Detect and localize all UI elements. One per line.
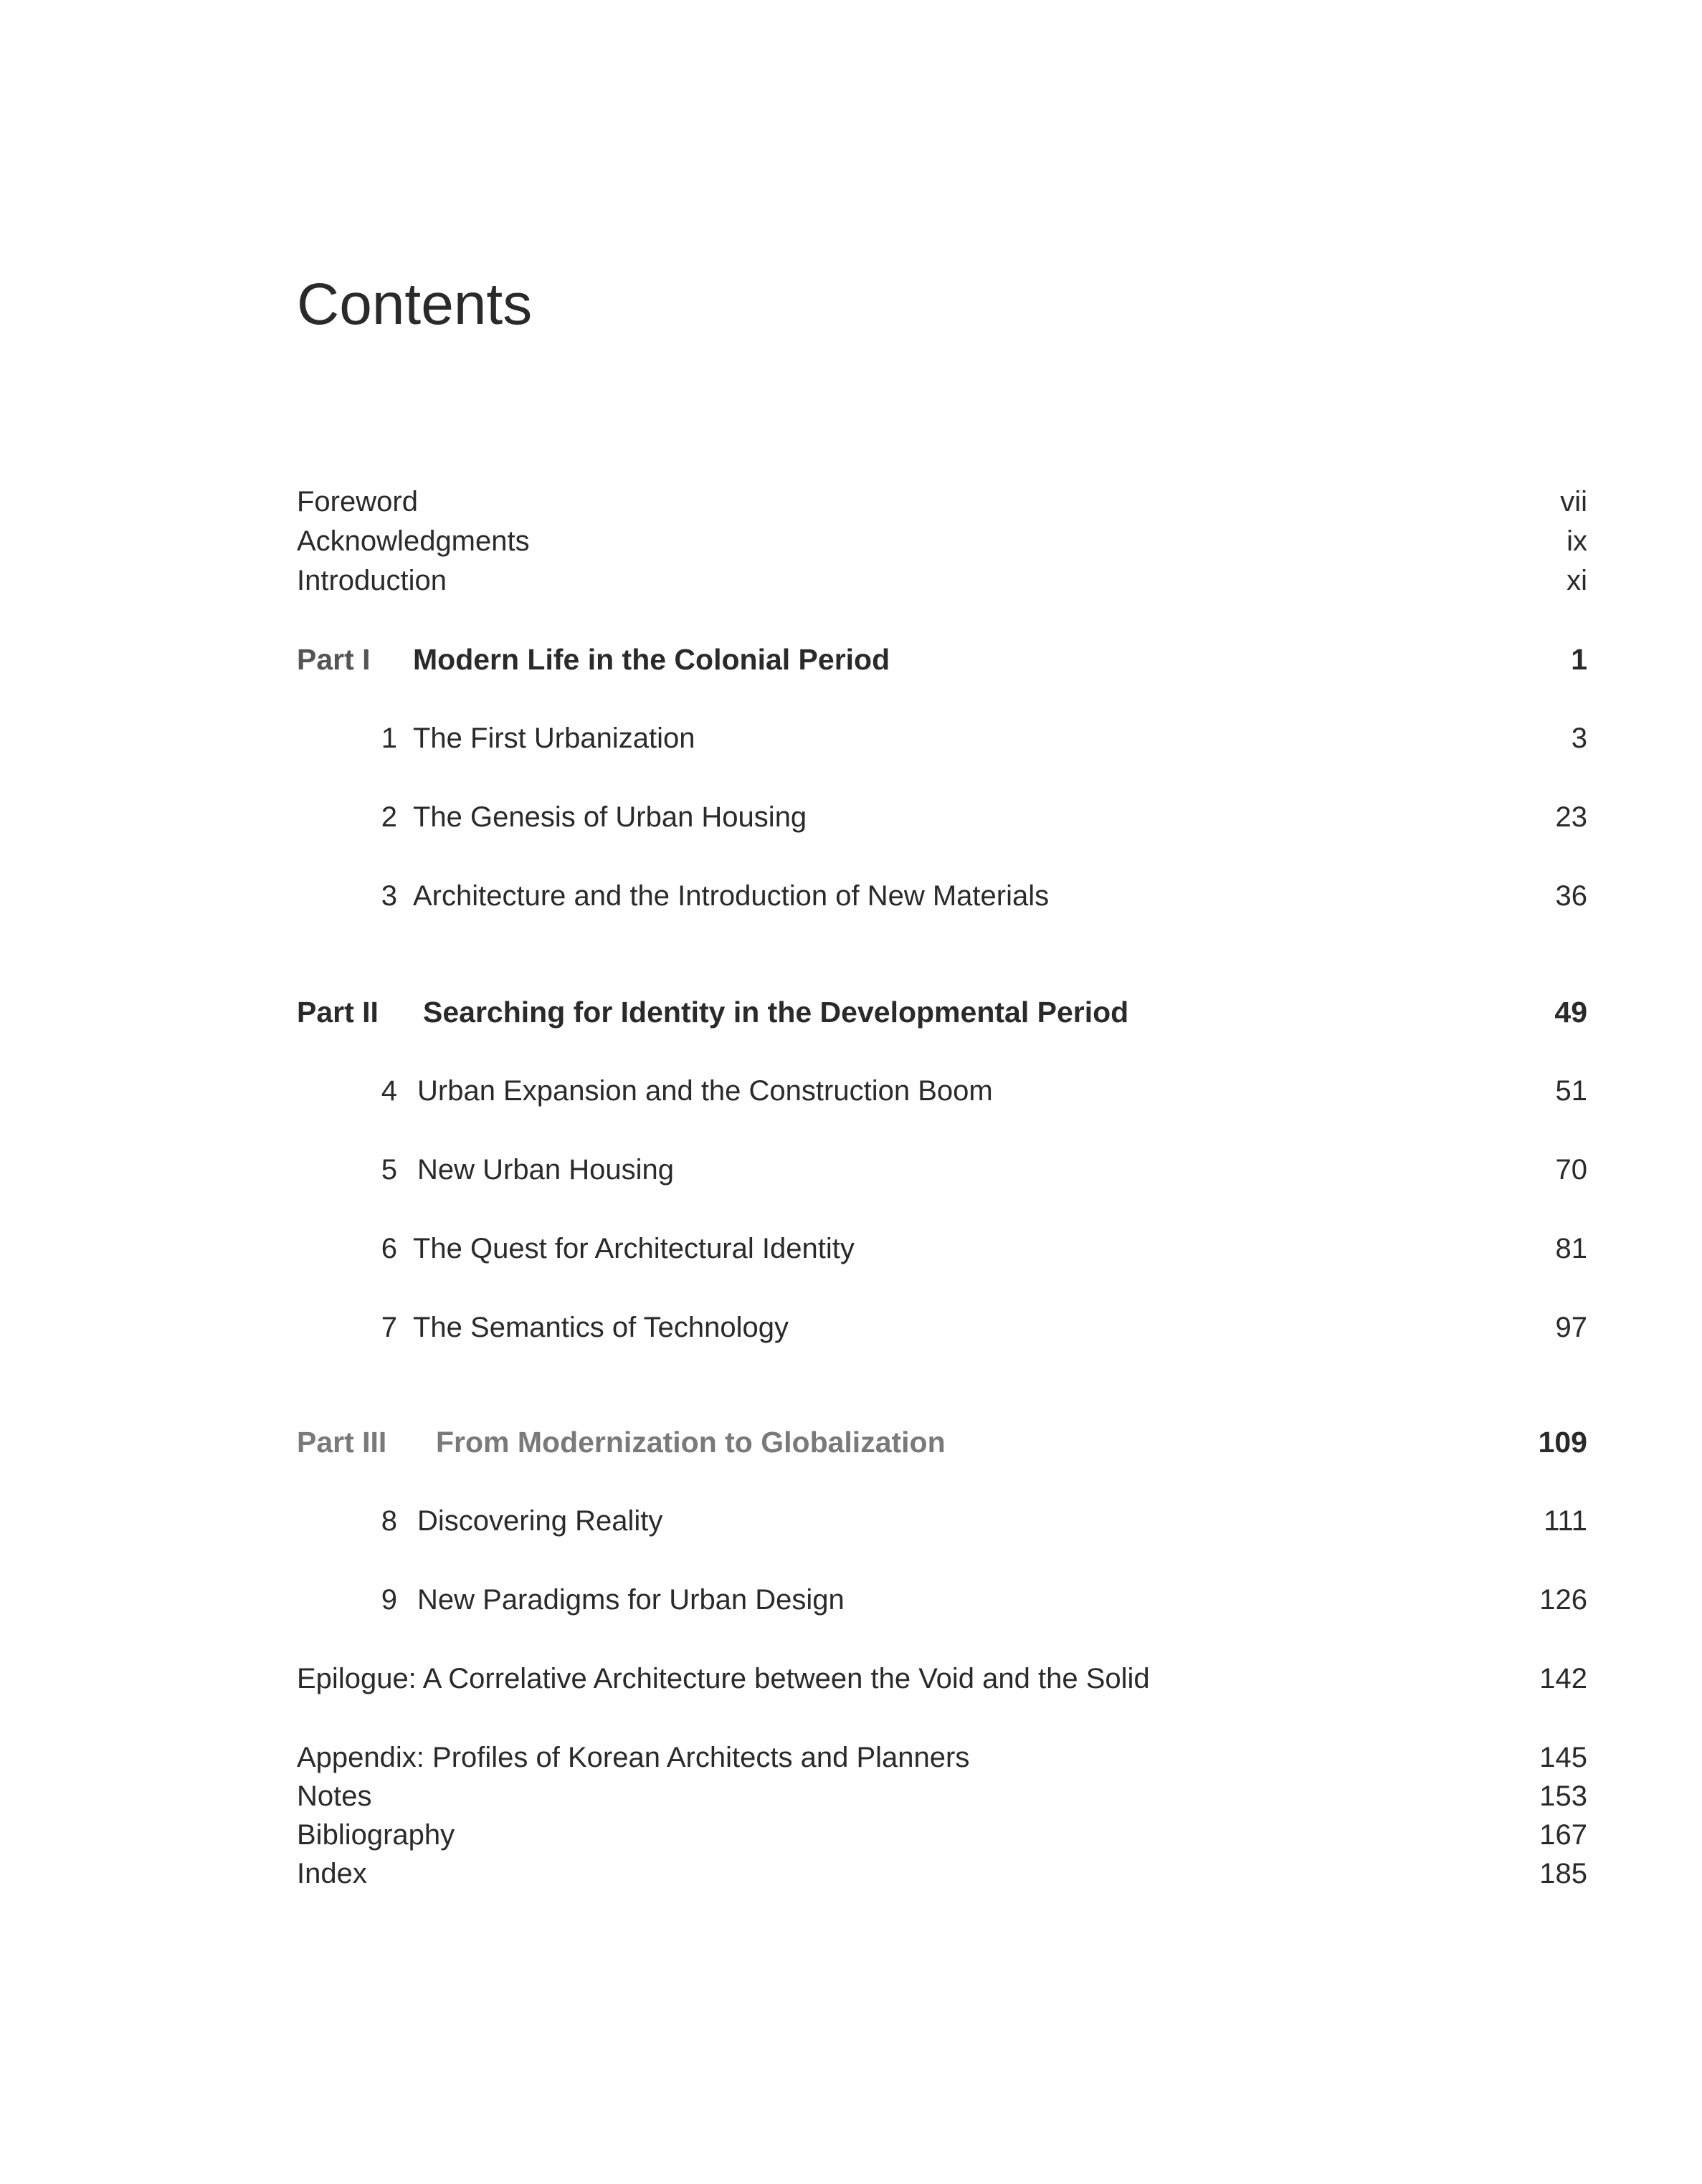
part-title: From Modernization to Globalization xyxy=(436,1426,946,1459)
part-title: Modern Life in the Colonial Period xyxy=(413,643,890,676)
chapter-number: 1 xyxy=(381,723,397,754)
toc-chapter-5[interactable] xyxy=(297,1148,1587,1191)
toc-chapter-6[interactable] xyxy=(297,1227,1587,1270)
toc-entry-foreword[interactable] xyxy=(297,480,1587,523)
entry-page: 185 xyxy=(1539,1858,1587,1889)
entry-label: Epilogue: A Correlative Architecture between the Void and the Solid xyxy=(297,1663,1150,1694)
entry-label: Notes xyxy=(297,1780,372,1812)
entry-label: Acknowledgments xyxy=(297,525,530,557)
chapter-title: New Paradigms for Urban Design xyxy=(417,1584,845,1616)
toc-part-1[interactable] xyxy=(297,638,1587,681)
chapter-page: 111 xyxy=(1544,1505,1587,1537)
part-page: 49 xyxy=(1554,996,1587,1029)
part-label: Part I xyxy=(297,643,371,676)
chapter-page: 126 xyxy=(1539,1584,1587,1616)
toc-chapter-2[interactable] xyxy=(297,796,1587,839)
toc-entry-epilogue[interactable] xyxy=(297,1657,1587,1700)
entry-page: 145 xyxy=(1539,1742,1587,1773)
entry-page: 142 xyxy=(1539,1663,1587,1694)
chapter-page: 97 xyxy=(1555,1312,1587,1343)
page-title: Contents xyxy=(297,272,533,337)
chapter-number: 8 xyxy=(381,1505,397,1537)
chapter-number: 2 xyxy=(381,801,397,833)
chapter-page: 23 xyxy=(1555,801,1587,833)
toc-chapter-7[interactable] xyxy=(297,1306,1587,1349)
entry-page: vii xyxy=(1560,486,1587,518)
entry-page: ix xyxy=(1566,525,1587,557)
toc-entry-index[interactable] xyxy=(297,1852,1587,1895)
chapter-number: 6 xyxy=(381,1233,397,1264)
toc-entry-notes[interactable] xyxy=(297,1775,1587,1818)
chapter-title: The Semantics of Technology xyxy=(413,1312,789,1343)
part-page: 1 xyxy=(1571,643,1587,676)
toc-chapter-1[interactable] xyxy=(297,717,1587,760)
chapter-page: 51 xyxy=(1555,1075,1587,1107)
part-label: Part II xyxy=(297,996,379,1029)
chapter-number: 4 xyxy=(381,1075,397,1107)
part-title: Searching for Identity in the Developmental Period xyxy=(423,996,1129,1029)
toc-chapter-8[interactable] xyxy=(297,1499,1587,1542)
entry-label: Appendix: Profiles of Korean Architects and Planners xyxy=(297,1742,970,1773)
toc-chapter-4[interactable] xyxy=(297,1069,1587,1112)
chapter-page: 3 xyxy=(1571,723,1587,754)
entry-label: Foreword xyxy=(297,486,418,518)
chapter-title: The Genesis of Urban Housing xyxy=(413,801,807,833)
part-page: 109 xyxy=(1538,1426,1587,1459)
toc-part-2[interactable] xyxy=(297,991,1587,1034)
entry-label: Index xyxy=(297,1858,367,1889)
chapter-title: New Urban Housing xyxy=(417,1154,674,1186)
toc-chapter-3[interactable] xyxy=(297,874,1587,917)
toc-chapter-9[interactable] xyxy=(297,1578,1587,1621)
chapter-page: 70 xyxy=(1555,1154,1587,1186)
part-label: Part III xyxy=(297,1426,387,1459)
chapter-title: Urban Expansion and the Construction Boom xyxy=(417,1075,993,1107)
toc-entry-acknowledgments[interactable] xyxy=(297,520,1587,563)
toc-entry-introduction[interactable] xyxy=(297,559,1587,602)
chapter-number: 9 xyxy=(381,1584,397,1616)
toc-part-3[interactable] xyxy=(297,1421,1587,1464)
chapter-title: Architecture and the Introduction of New Materials xyxy=(413,880,1050,912)
toc-entry-appendix[interactable] xyxy=(297,1736,1587,1779)
chapter-title: The First Urbanization xyxy=(413,723,695,754)
entry-label: Introduction xyxy=(297,565,447,596)
entry-page: 167 xyxy=(1539,1819,1587,1851)
entry-page: 153 xyxy=(1539,1780,1587,1812)
chapter-title: The Quest for Architectural Identity xyxy=(413,1233,855,1264)
chapter-page: 81 xyxy=(1555,1233,1587,1264)
chapter-page: 36 xyxy=(1555,880,1587,912)
entry-page: xi xyxy=(1566,565,1587,596)
entry-label: Bibliography xyxy=(297,1819,455,1851)
chapter-number: 7 xyxy=(381,1312,397,1343)
chapter-number: 5 xyxy=(381,1154,397,1186)
chapter-title: Discovering Reality xyxy=(417,1505,663,1537)
toc-entry-bibliography[interactable] xyxy=(297,1813,1587,1856)
chapter-number: 3 xyxy=(381,880,397,912)
